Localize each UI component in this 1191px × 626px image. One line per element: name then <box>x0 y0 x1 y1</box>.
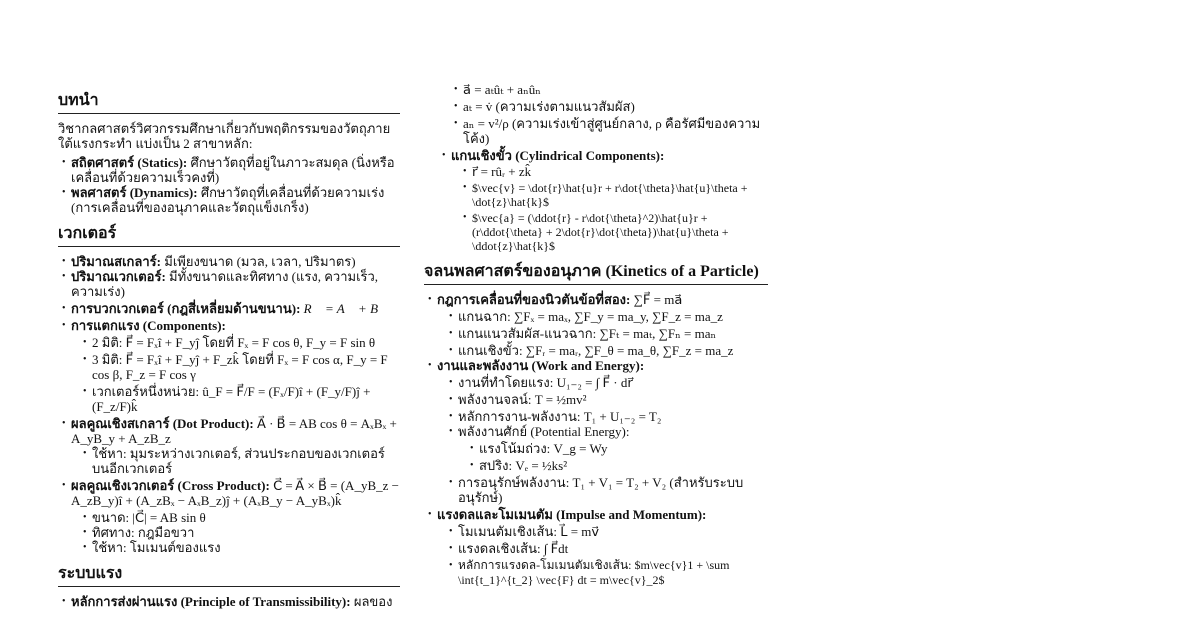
systems-section <box>58 565 400 609</box>
list-item: • $\vec{a} = (\ddot{r} - r\dot{\theta}^2)\hat{u}r + (r\ddot{\theta} + 2\dot{r}\dot{\theta})\hat{u}\theta + \ddot{z}\hat{k}$ <box>461 211 768 253</box>
list-item: • การแตกแรง (Components): • 2 มิติ: F⃗ = Fₓî + F_yĵ โดยที่ Fₓ = F cos θ, F_y = F sin θ • 3 มิติ: F⃗ = Fₓî + F_yĵ + F_zk̂ โดยที่ Fₓ = F cos α, F_y = F cos β, F_z = F cos γ • เวกเตอร์หนึ่งหน่วย: û_F = F⃗/F = (Fₓ/F)î + (F_y/F)ĵ + (F_z/F)k̂ <box>60 318 400 414</box>
left-column <box>58 92 400 619</box>
list-item: • แรงดลเชิงเส้น: ∫ F⃗dt <box>447 541 768 556</box>
list-item: • พลังงานจลน์: T = ½mv² <box>447 392 768 407</box>
systems-heading: ระบบแรง <box>58 565 400 587</box>
list-item: • a⃗ = aₜûₜ + aₙûₙ <box>452 82 768 97</box>
list-item: • ผลคูณเชิงสเกลาร์ (Dot Product): A⃗ · B⃗ = AB cos θ = AₓBₓ + A_yB_y + A_zB_z • ใช้หา: มุมระหว่างเวกเตอร์, ส่วนประกอบของเวกเตอร์บนอีกเวกเตอร์ <box>60 416 400 476</box>
components-sublist <box>71 335 400 414</box>
list-item: • การบวกเวกเตอร์ (กฎสี่เหลี่ยมด้านขนาน): R⃗ = A⃗ + B⃗ <box>60 301 400 316</box>
list-item: • หลักการแรงดล-โมเมนตัมเชิงเส้น: $m\vec{v}1 + \sum \int{t_1}^{t_2} \vec{F} dt = m\vec{v}_2$ <box>447 558 768 588</box>
list-item: • กฎการเคลื่อนที่ของนิวตันข้อที่สอง: ∑F⃗ = ma⃗ • แกนฉาก: ∑Fₓ = maₓ, ∑F_y = ma_y, ∑F_z = ma_z • แกนแนวสัมผัส-แนวฉาก: ∑Fₜ = maₜ, ∑Fₙ = maₙ • แกนเชิงขั้ว: ∑Fᵣ = maᵣ, ∑F_θ = ma_θ, ∑F_z = ma_z <box>426 292 768 358</box>
list-item: • ทิศทาง: กฎมือขวา <box>81 525 400 540</box>
list-item: • โมเมนตัมเชิงเส้น: L⃗ = mv⃗ <box>447 524 768 539</box>
kinetics-section <box>424 263 768 588</box>
list-item: • การอนุรักษ์พลังงาน: T₁ + V₁ = T₂ + V₂ (สำหรับระบบอนุรักษ์) <box>447 475 768 505</box>
vectors-heading: เวกเตอร์ <box>58 225 400 247</box>
list-item: • เวกเตอร์หนึ่งหน่วย: û_F = F⃗/F = (Fₓ/F)î + (F_y/F)ĵ + (F_z/F)k̂ <box>81 384 400 414</box>
list-item: • สปริง: Vₑ = ½ks² <box>468 458 768 473</box>
list-item: • งานที่ทำโดยแรง: U₁₋₂ = ∫ F⃗ · dr⃗ <box>447 375 768 390</box>
list-item: • แกนแนวสัมผัส-แนวฉาก: ∑Fₜ = maₜ, ∑Fₙ = maₙ <box>447 326 768 341</box>
vectors-section <box>58 225 400 555</box>
intro-text: วิชากลศาสตร์วิศวกรรมศึกษาเกี่ยวกับพฤติกรรมของวัตถุภายใต้แรงกระทำ แบ่งเป็น 2 สาขาหลัก: <box>58 121 391 151</box>
list-item: • หลักการงาน-พลังงาน: T₁ + U₁₋₂ = T₂ <box>447 409 768 424</box>
list-item: • aₙ = v²/ρ (ความเร่งเข้าสู่ศูนย์กลาง, ρ คือรัศมีของความโค้ง) <box>452 116 768 146</box>
list-item: • r⃗ = rûᵣ + zk̂ <box>461 165 768 179</box>
work-sublist <box>437 375 768 505</box>
list-item: • ใช้หา: โมเมนต์ของแรง <box>81 540 400 555</box>
newton-sublist <box>437 309 768 358</box>
list-item: • ปริมาณสเกลาร์: มีเพียงขนาด (มวล, เวลา, ปริมาตร) <box>60 254 400 269</box>
dot-sublist <box>71 446 400 476</box>
intro-section <box>58 92 400 215</box>
list-item: • แกนเชิงขั้ว (Cylindrical Components): • r⃗ = rûᵣ + zk̂ • $\vec{v} = \dot{r}\hat{u}r + r\dot{\theta}\hat{u}\theta + \dot{z}\hat{k}$ • $\vec{a} = (\ddot{r} - r\dot{\theta}^2)\hat{u}r + (r\ddot{\theta} + 2\dot{r}\dot{\theta})\hat{u}\theta + \ddot{z}\hat{k}$ <box>440 148 768 253</box>
list-item: • สถิตศาสตร์ (Statics): ศึกษาวัตถุที่อยู่ในภาวะสมดุล (นิ่งหรือเคลื่อนที่ด้วยความเร็วคงที่) <box>60 155 400 185</box>
list-item: • พลศาสตร์ (Dynamics): ศึกษาวัตถุที่เคลื่อนที่ด้วยความเร่ง (การเคลื่อนที่ของอนุภาคและวัตถุแข็งเกร็ง) <box>60 185 400 215</box>
cylindrical-list <box>424 148 768 253</box>
systems-list <box>58 594 400 609</box>
impulse-sublist <box>437 524 768 588</box>
list-item: • ใช้หา: มุมระหว่างเวกเตอร์, ส่วนประกอบของเวกเตอร์บนอีกเวกเตอร์ <box>81 446 400 476</box>
branches-list <box>58 155 400 215</box>
list-item: • แกนฉาก: ∑Fₓ = maₓ, ∑F_y = ma_y, ∑F_z = ma_z <box>447 309 768 324</box>
list-item: • หลักการส่งผ่านแรง (Principle of Transmissibility): ผลของ <box>60 594 400 609</box>
cross-sublist <box>71 510 400 555</box>
list-item: • งานและพลังงาน (Work and Energy): • งานที่ทำโดยแรง: U₁₋₂ = ∫ F⃗ · dr⃗ • พลังงานจลน์: T = ½mv² • หลักการงาน-พลังงาน: T₁ + U₁₋₂ = T₂ • พลังงานศักย์ (Potential Energy): • แรงโน้มถ่วง: V_g = Wy • สปริง: Vₑ = ½ks² • การอนุรักษ์พลังงาน: T₁ + V₁ = T₂ + V₂ (สำหรับระบบอนุรักษ์) <box>426 358 768 505</box>
kinematics-continued <box>424 82 768 253</box>
list-item: • aₜ = v̇ (ความเร่งตามแนวสัมผัส) <box>452 99 768 114</box>
list-item: • $\vec{v} = \dot{r}\hat{u}r + r\dot{\theta}\hat{u}\theta + \dot{z}\hat{k}$ <box>461 181 768 209</box>
kinetics-heading: จลนพลศาสตร์ของอนุภาค (Kinetics of a Particle) <box>424 263 768 285</box>
list-item: • 2 มิติ: F⃗ = Fₓî + F_yĵ โดยที่ Fₓ = F cos θ, F_y = F sin θ <box>81 335 400 350</box>
list-item: • แรงดลและโมเมนตัม (Impulse and Momentum): • โมเมนตัมเชิงเส้น: L⃗ = mv⃗ • แรงดลเชิงเส้น: ∫ F⃗dt • หลักการแรงดล-โมเมนตัมเชิงเส้น: $m\vec{v}1 + \sum \int{t_1}^{t_2} \vec{F} dt = m\vec{v}_2$ <box>426 507 768 588</box>
list-item: • ผลคูณเชิงเวกเตอร์ (Cross Product): C⃗ = A⃗ × B⃗ = (A_yB_z − A_zB_y)î + (A_zBₓ − AₓB_z)ĵ + (AₓB_y − A_yBₓ)k̂ • ขนาด: |C⃗| = AB sin θ • ทิศทาง: กฎมือขวา • ใช้หา: โมเมนต์ของแรง <box>60 478 400 555</box>
intro-heading: บทนำ <box>58 92 400 114</box>
list-item: • ปริมาณเวกเตอร์: มีทั้งขนาดและทิศทาง (แรง, ความเร็ว, ความเร่ง) <box>60 269 400 299</box>
cylindrical-sublist <box>451 165 768 253</box>
list-item: • 3 มิติ: F⃗ = Fₓî + F_yĵ + F_zk̂ โดยที่ Fₓ = F cos α, F_y = F cos β, F_z = F cos γ <box>81 352 400 382</box>
list-item: • แกนเชิงขั้ว: ∑Fᵣ = maᵣ, ∑F_θ = ma_θ, ∑F_z = ma_z <box>447 343 768 358</box>
list-item: • ขนาด: |C⃗| = AB sin θ <box>81 510 400 525</box>
vectors-list <box>58 254 400 555</box>
potential-sublist <box>458 441 768 473</box>
kinetics-list <box>424 292 768 588</box>
list-item: • พลังงานศักย์ (Potential Energy): • แรงโน้มถ่วง: V_g = Wy • สปริง: Vₑ = ½ks² <box>447 424 768 473</box>
right-column <box>424 80 768 598</box>
list-item: • แรงโน้มถ่วง: V_g = Wy <box>468 441 768 456</box>
nt-sublist <box>424 82 768 146</box>
